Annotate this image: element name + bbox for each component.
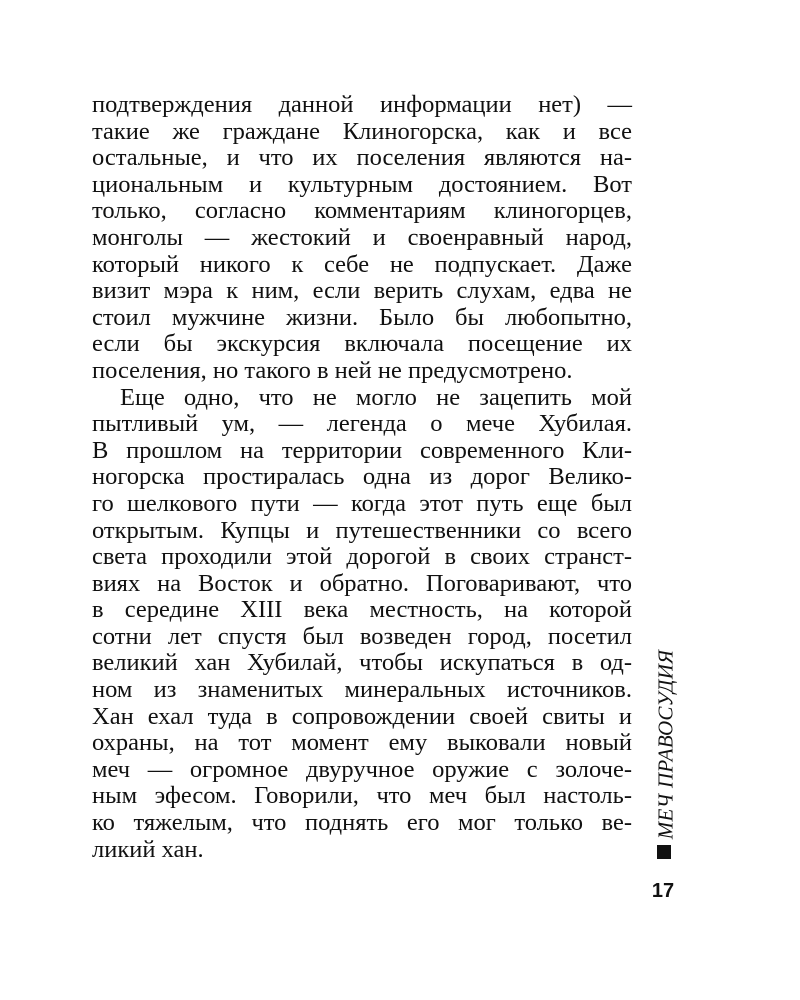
text-line: света проходили этой дорогой в своих странст- <box>92 543 632 571</box>
text-line: только, согласно комментариям клиногорцев, <box>92 197 632 225</box>
text-line: Хан ехал туда в сопровождении своей свиты и <box>92 702 632 730</box>
text-line: В прошлом на территории современного Кли- <box>92 436 632 464</box>
body-text <box>92 92 632 863</box>
text-line: ногорска простиралась одна из дорог Велико- <box>92 463 632 491</box>
text-line: виях на Восток и обратно. Поговаривают, что <box>92 569 632 597</box>
text-line: ным эфесом. Говорили, что меч был настоль- <box>92 782 632 810</box>
running-head-title: МЕЧ ПРАВОСУДИЯ <box>653 649 678 839</box>
paragraph-first-line: Еще одно, что не могло не зацепить мой <box>120 383 632 411</box>
text-line: стоил мужчине жизни. Было бы любопытно, <box>92 303 632 331</box>
text-line: такие же граждане Клиногорска, как и все <box>92 117 632 145</box>
text-line: ном из знаменитых минеральных источников. <box>92 676 632 704</box>
text-line: если бы экскурсия включала посещение их <box>92 330 632 358</box>
text-line: циональным и культурным достоянием. Вот <box>92 170 632 198</box>
text-line: ко тяжелым, что поднять его мог только ве- <box>92 809 632 837</box>
text-line: поселения, но такого в ней не предусмотрено. <box>92 356 573 384</box>
text-line: сотни лет спустя был возведен город, посетил <box>92 622 632 650</box>
page-number: 17 <box>651 880 675 902</box>
text-line: в середине XIII века местность, на которой <box>92 596 632 624</box>
running-head <box>648 649 684 839</box>
text-line: монголы — жестокий и своенравный народ, <box>92 223 632 251</box>
text-line: охраны, на тот момент ему выковали новый <box>92 729 632 757</box>
square-marker-icon <box>657 845 671 859</box>
text-line: подтверждения данной информации нет) — <box>92 91 632 118</box>
text-line: ликий хан. <box>92 835 204 863</box>
text-line: остальные, и что их поселения являются на- <box>92 144 632 172</box>
text-line: который никого к себе не подпускает. Даже <box>92 250 632 278</box>
text-line: визит мэра к ним, если верить слухам, едва не <box>92 277 632 305</box>
text-line: го шелкового пути — когда этот путь еще был <box>92 489 632 517</box>
text-line: открытым. Купцы и путешественники со всего <box>92 516 632 544</box>
text-line: пытливый ум, — легенда о мече Хубилая. <box>92 410 632 438</box>
text-line: великий хан Хубилай, чтобы искупаться в од- <box>92 649 632 677</box>
text-line: меч — огромное двуручное оружие с золоче- <box>92 755 632 783</box>
